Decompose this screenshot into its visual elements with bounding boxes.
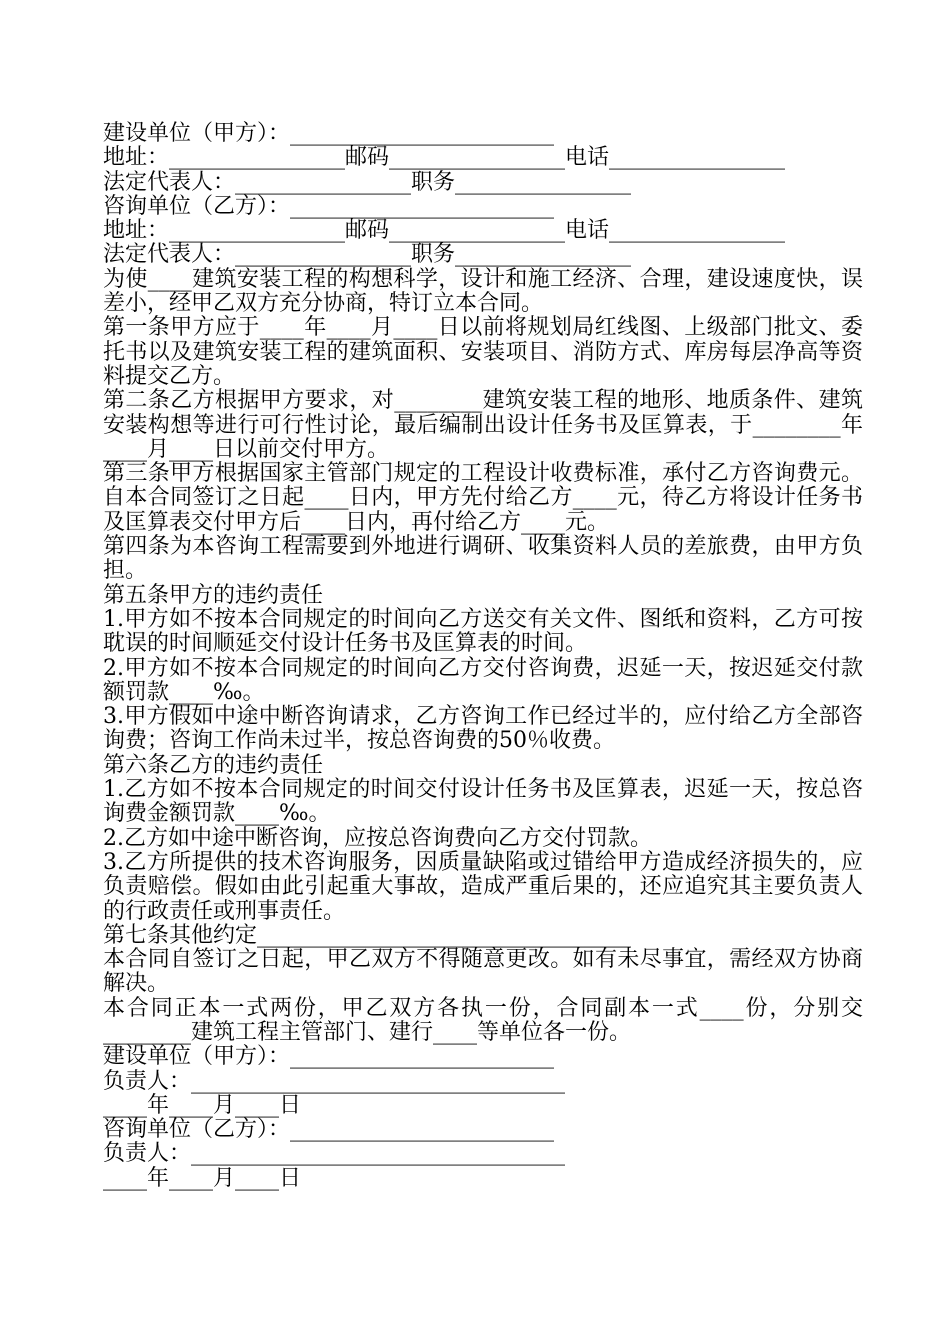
contract-paragraph: 本合同自签订之日起，甲乙双方不得随意更改。如有未尽事宜，需经双方协商解决。: [103, 947, 863, 997]
contract-paragraph: 2.甲方如不按本合同规定的时间向乙方交付咨询费，迟延一天，按迟延交付款额罚款____‰。: [103, 655, 863, 705]
contract-paragraph: 本合同正本一式两份，甲乙双方各执一份，合同副本一式____份，分别交________建筑工程主管部门、建行____等单位各一份。: [103, 995, 863, 1045]
contract-paragraph: 1.乙方如不按本合同规定的时间交付设计任务书及匡算表，迟延一天，按总咨询费金额罚款____‰。: [103, 777, 863, 827]
form-line: 咨询单位（乙方）：________________________: [103, 193, 555, 219]
form-line: 建设单位（甲方）：________________________: [103, 1044, 555, 1070]
form-line: 建设单位（甲方）：________________________: [103, 121, 555, 146]
form-line: ____年____月____日: [103, 1092, 302, 1118]
form-line: 第七条其他约定__________________________________: [103, 922, 632, 948]
contract-paragraph: 2.乙方如中途中断咨询，应按总咨询费向乙方交付罚款。: [103, 825, 652, 851]
contract-paragraph: 3.甲方假如中途中断咨询请求，乙方咨询工作已经过半的，应付给乙方全部咨询费；咨询工作尚未过半，按总咨询费的50％收费。: [103, 704, 863, 754]
contract-paragraph: 第四条为本咨询工程需要到外地进行调研、收集资料人员的差旅费，由甲方负担。: [103, 534, 863, 584]
form-line: 咨询单位（乙方）：________________________: [103, 1117, 555, 1143]
form-line: 负责人：__________________________________: [103, 1068, 566, 1094]
form-line: 法定代表人：________________职务________________: [103, 242, 632, 268]
form-line: 负责人：__________________________________: [103, 1141, 566, 1167]
contract-paragraph: 第一条甲方应于____年____月____日以前将规划局红线图、上级部门批文、委托书以及建筑安装工程的建筑面积、安装项目、消防方式、库房每层净高等资料提交乙方。: [103, 315, 863, 389]
form-line: ____年____月____日: [103, 1165, 302, 1191]
form-line: 地址：________________邮码________________电话________________: [103, 218, 786, 244]
form-line: 地址：________________邮码________________电话________________: [103, 145, 786, 171]
contract-paragraph: 为使____建筑安装工程的构想科学，设计和施工经济、合理，建设速度快，误差小，经甲乙双方充分协商，特订立本合同。: [103, 266, 863, 317]
contract-paragraph: 第五条甲方的违约责任: [103, 582, 324, 608]
contract-paragraph: 第二条乙方根据甲方要求，对________建筑安装工程的地形、地质条件、建筑安装构想等进行可行性讨论，最后编制出设计任务书及匡算表，于________年____月____日以前交付甲方。: [103, 388, 863, 462]
contract-paragraph: 1.甲方如不按本合同规定的时间向乙方送交有关文件、图纸和资料，乙方可按耽误的时间顺延交付设计任务书及匡算表的时间。: [103, 606, 863, 657]
contract-paragraph: 第六条乙方的违约责任: [103, 752, 324, 778]
form-line: 法定代表人：________________职务________________: [103, 169, 632, 195]
contract-paragraph: 第三条甲方根据国家主管部门规定的工程设计收费标准，承付乙方咨询费元。自本合同签订之日起____日内，甲方先付给乙方____元，待乙方将设计任务书及匡算表交付甲方后____日内，再付给乙方____元。: [103, 461, 863, 535]
contract-paragraph: 3.乙方所提供的技术咨询服务，因质量缺陷或过错给甲方造成经济损失的，应负责赔偿。假如由此引起重大事故，造成严重后果的，还应追究其主要负责人的行政责任或刑事责任。: [103, 849, 863, 924]
contract-document: [103, 122, 863, 1191]
